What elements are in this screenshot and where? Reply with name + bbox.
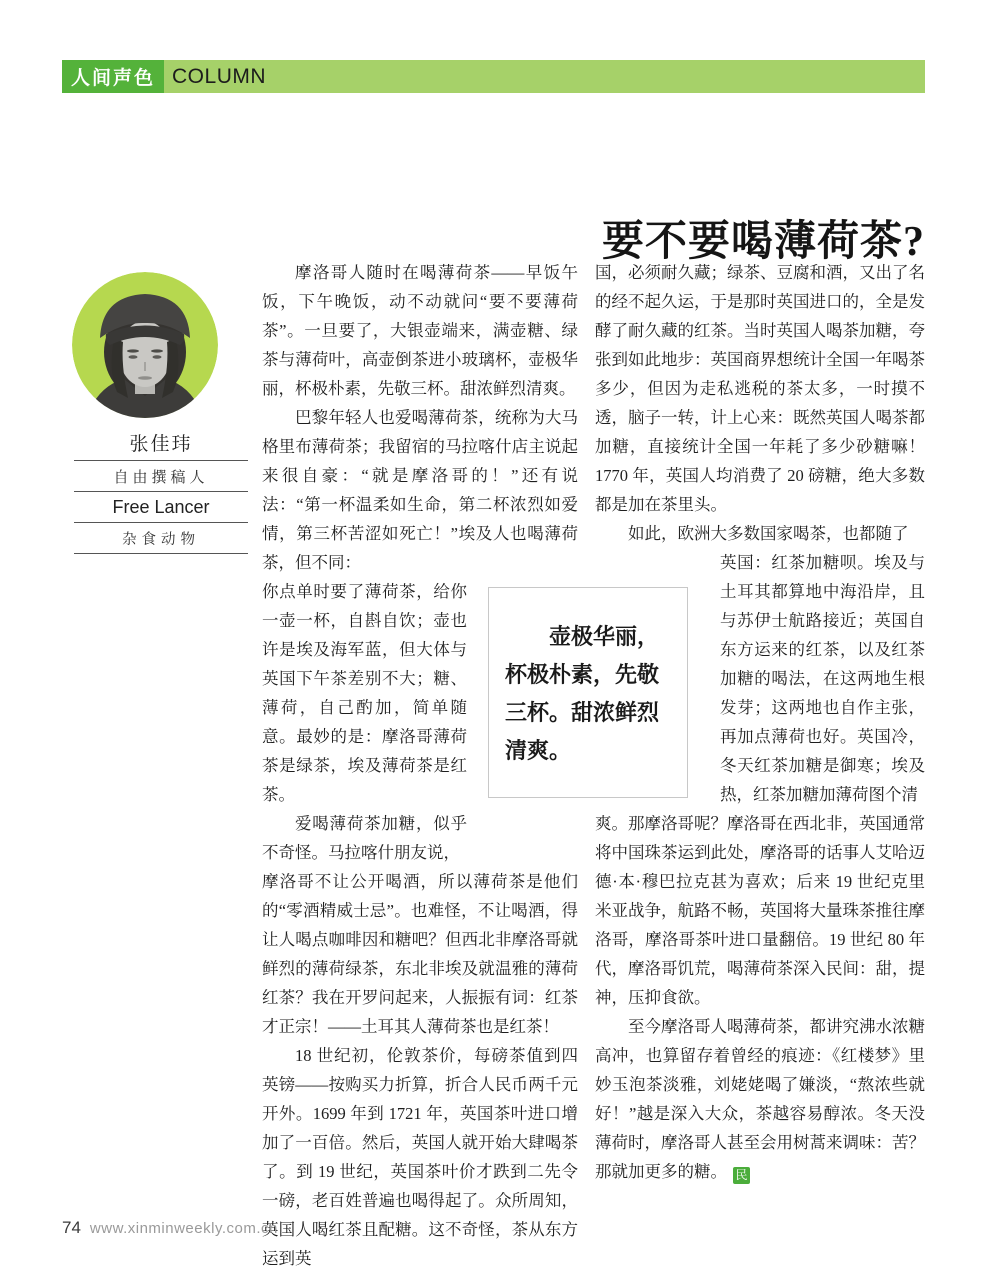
author-role-cn: 自由撰稿人 <box>74 461 248 492</box>
page-number: 74 <box>62 1218 81 1237</box>
author-info-box <box>74 424 248 554</box>
left-full-bottom <box>262 867 578 1273</box>
author-photo <box>72 272 218 418</box>
paragraph: 摩洛哥不让公开喝酒，所以薄荷茶是他们的“零酒精威士忌”。也难怪，不让喝酒，得让人喝点咖啡因和糖吧？但西北非摩洛哥就鲜烈的薄荷绿茶，东北非埃及就温雅的薄荷红茶？我在开罗问起来，人振振有词：红茶才正宗！——土耳其人薄荷茶也是红茶！ <box>262 872 578 1036</box>
column-category-tag: 人间声色 <box>62 60 164 93</box>
right-full-bottom <box>595 809 925 1186</box>
paragraph: 爱喝薄荷茶加糖，似乎不奇怪。马拉喀什朋友说， <box>262 814 467 862</box>
page-footer <box>62 1218 278 1238</box>
left-full-top <box>262 258 578 577</box>
column-label: COLUMN <box>172 64 267 88</box>
right-full-top <box>595 258 925 548</box>
right-narrow-wrap <box>720 548 925 809</box>
paragraph: 国，必须耐久藏；绿茶、豆腐和酒，又出了名的经不起久运，于是那时英国进口的，全是发酵了耐久藏的红茶。当时英国人喝茶加糖，夸张到如此地步：英国商界想统计全国一年喝茶多少，但因为走私逃税的茶太多，一时摸不透，脑子一转，计上心来：既然英国人喝茶都加糖，直接统计全国一年耗了多少砂糖嘛！1770 年，英国人均消费了 20 磅糖，绝大多数都是加在茶里头。 <box>595 263 925 514</box>
paragraph: 爽。那摩洛哥呢？摩洛哥在西北非，英国通常将中国珠茶运到此处，摩洛哥的话事人艾哈迈德·本·穆巴拉克甚为喜欢；后来 19 世纪克里米亚战争，航路不畅，英国将大量珠茶推往摩洛哥，摩洛哥茶叶进口量翻倍。19 世纪 80 年代，摩洛哥饥荒，喝薄荷茶深入民间：甜，提神，压抑食欲。 <box>595 814 925 1007</box>
paragraph-text: 至今摩洛哥人喝薄荷茶，都讲究沸水浓糖高冲，也算留存着曾经的痕迹：《红楼梦》里妙玉泡茶淡雅，刘姥姥喝了嫌淡，“熬浓些就好！”越是深入大众，茶越容易醇浓。冬天没薄荷时，摩洛哥人甚至会用树蒿来调味：苦？那就加更多的糖。 <box>595 1017 925 1181</box>
magazine-website: www.xinminweekly.com.cn <box>89 1220 278 1237</box>
end-of-article-mark: 民 <box>733 1167 750 1184</box>
author-name: 张佳玮 <box>74 424 248 461</box>
pull-quote: 壶极华丽，杯极朴素，先敬三杯。甜浓鲜烈清爽。 <box>488 587 688 798</box>
column-header-bar <box>62 60 925 93</box>
left-narrow-wrap <box>262 577 467 867</box>
paragraph: 你点单时要了薄荷茶，给你一壶一杯，自斟自饮；壶也许是埃及海军蓝，但大体与英国下午茶差别不大；糖、薄荷，自己酌加，简单随意。最妙的是：摩洛哥薄荷茶是绿茶，埃及薄荷茶是红茶。 <box>262 582 467 804</box>
article-title: 要不要喝薄荷茶? <box>601 219 925 266</box>
paragraph: 英国：红茶加糖呗。埃及与土耳其都算地中海沿岸，且与苏伊士航路接近；英国自东方运来的红茶，以及红茶加糖的喝法，在这两地生根发芽；这两地也自作主张，再加点薄荷也好。英国冷，冬天红茶加糖是御寒；埃及热，红茶加糖加薄荷图个清 <box>720 553 925 804</box>
paragraph: 18 世纪初，伦敦茶价，每磅茶值到四英镑——按购买力折算，折合人民币两千元开外。1699 年到 1721 年，英国茶叶进口增加了一百倍。然后，英国人就开始大肆喝茶了。到 19 世纪，英国茶叶价才跌到二先令一磅，老百姓普遍也喝得起了。众所周知，英国人喝红茶且配糖。这不奇怪，茶从东方运到英 <box>262 1046 578 1268</box>
author-avatar-illustration <box>72 272 218 418</box>
paragraph: 巴黎年轻人也爱喝薄荷茶，统称为大马格里布薄荷茶；我留宿的马拉喀什店主说起来很自豪：“就是摩洛哥的！”还有说法：“第一杯温柔如生命，第二杯浓烈如爱情，第三杯苦涩如死亡！”埃及人也喝薄荷茶，但不同： <box>262 408 578 572</box>
paragraph: 摩洛哥人随时在喝薄荷茶——早饭午饭，下午晚饭，动不动就问“要不要薄荷茶”。一旦要了，大银壶端来，满壶糖、绿茶与薄荷叶，高壶倒茶进小玻璃杯，壶极华丽，杯极朴素，先敬三杯。甜浓鲜烈清爽。 <box>262 263 578 398</box>
author-role-en: Free Lancer <box>74 492 248 523</box>
paragraph: 如此，欧洲大多数国家喝茶，也都随了 <box>628 524 909 543</box>
paragraph <box>595 1012 925 1186</box>
author-tagline: 杂食动物 <box>74 523 248 554</box>
